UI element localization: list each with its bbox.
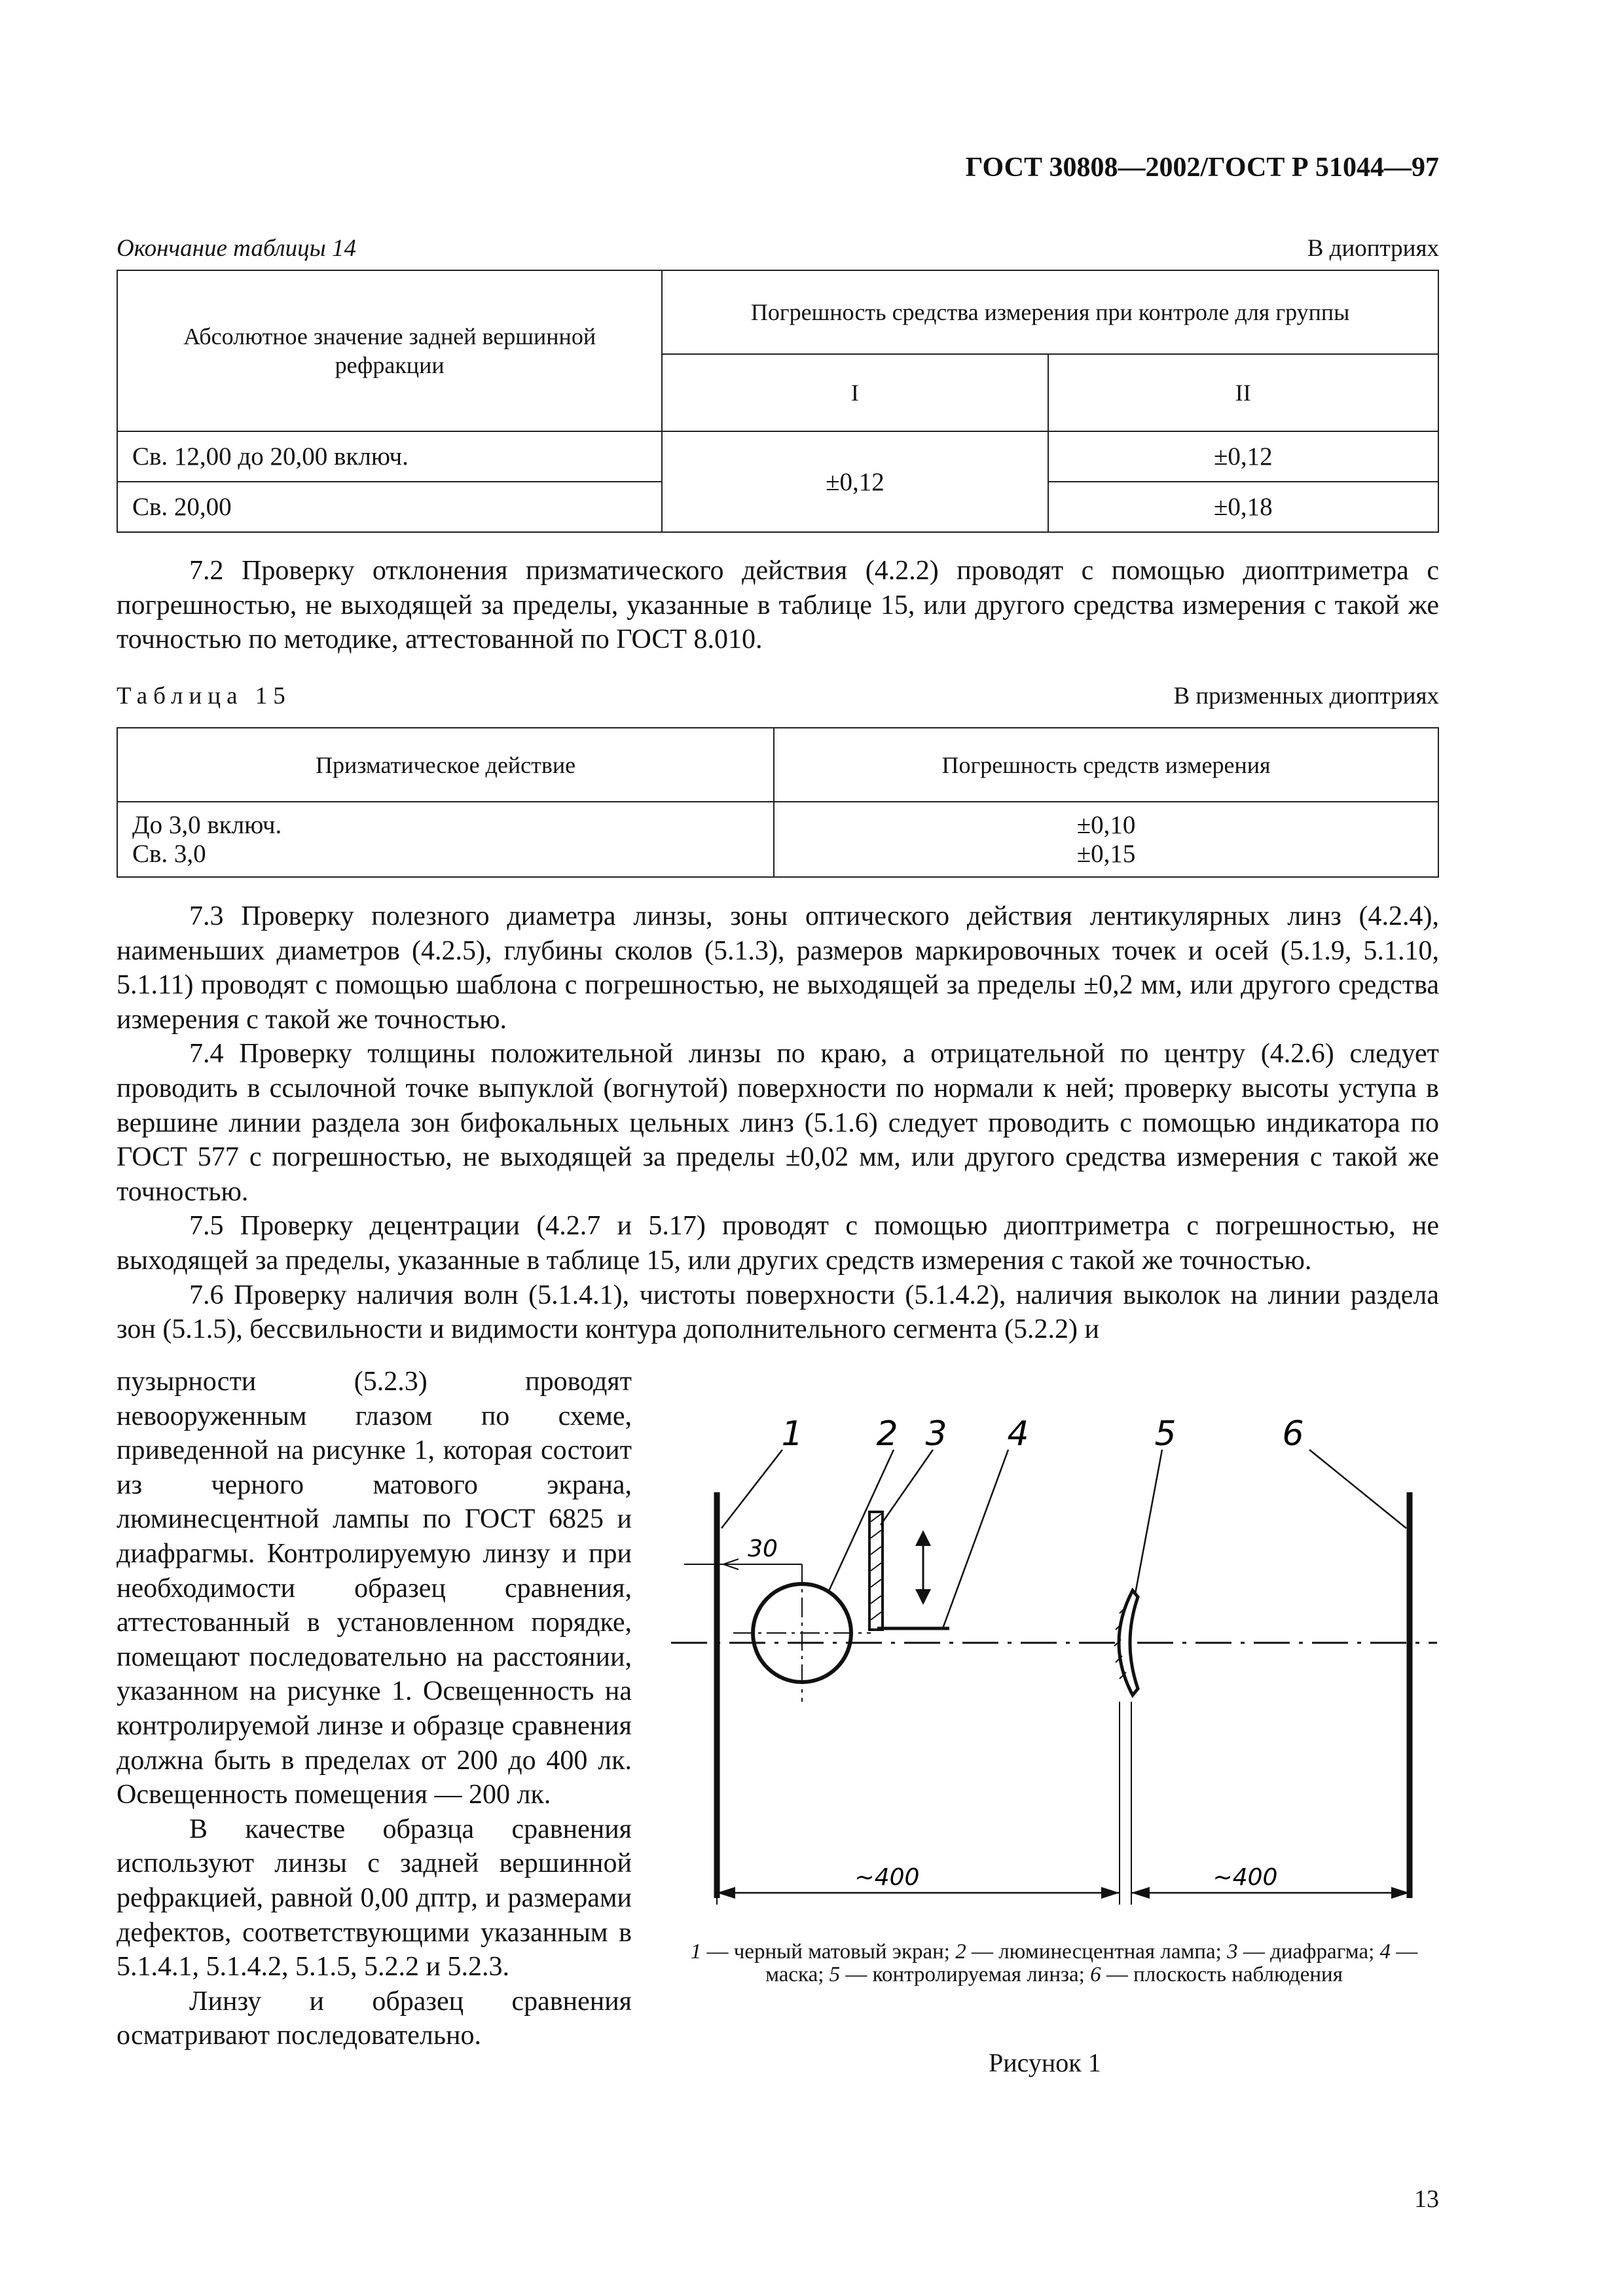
leader-5 xyxy=(1135,1450,1162,1594)
legend-text: — диафрагма; xyxy=(1237,1940,1380,1964)
legend-text: — люминесцентная лампа; xyxy=(966,1940,1228,1964)
side-column-text xyxy=(117,1365,632,2053)
paragraphs-7-3-to-7-6 xyxy=(117,899,1439,1347)
table14-group-2: II xyxy=(1048,354,1438,431)
legend-text: — маска; xyxy=(765,1940,1418,1986)
page-number: 13 xyxy=(1414,2185,1439,2213)
table14-value: ±0,12 xyxy=(1048,431,1438,482)
figure-legend xyxy=(687,1941,1421,1986)
callout-4: 4 xyxy=(1007,1414,1029,1454)
legend-text: — черный матовый экран; xyxy=(701,1940,956,1964)
table15-range: До 3,0 включ. xyxy=(132,810,282,839)
document-header: ГОСТ 30808—2002/ГОСТ Р 51044—97 xyxy=(965,152,1439,183)
paragraph-7-6: 7.6 Проверку наличия волн (5.1.4.1), чистоты поверхности (5.1.4.2), наличия выколок на линии раздела зон (5.1.5), бессвильности и видимости контура дополнительного сегмента (5.2.2) и xyxy=(117,1280,1439,1345)
dim-left-label: ~400 xyxy=(854,1864,920,1891)
table15-range: Св. 3,0 xyxy=(132,839,206,868)
table15-value: ±0,15 xyxy=(1076,839,1136,868)
table14-caption: Окончание таблицы 14 xyxy=(117,235,356,262)
table15-col-error: Погрешность средств измерения xyxy=(774,728,1438,802)
legend-text: — плоскость наблюдения xyxy=(1101,1963,1343,1986)
table15-value: ±0,10 xyxy=(1076,810,1136,839)
dim-right-label: ~400 xyxy=(1213,1864,1278,1891)
legend-num: 4 xyxy=(1379,1940,1391,1964)
table14-col-error: Погрешность средства измерения при контроле для группы xyxy=(662,270,1438,354)
table15-col-prism: Призматическое действие xyxy=(117,728,774,802)
figure-caption: Рисунок 1 xyxy=(989,2048,1101,2077)
table14-units: В диоптриях xyxy=(1307,235,1439,262)
table14-range: Св. 20,00 xyxy=(117,482,662,532)
table-row xyxy=(117,802,1438,877)
paragraph-7-2 xyxy=(117,554,1439,657)
paragraph-sample: В качестве образца сравнения используют линзы с задней вершинной рефракцией, равной 0,00 дптр, и размерами дефектов, соответствующими указанным в 5.1.4.1, 5.1.4.2, 5.1.5, 5.2.2 и 5.2.3. xyxy=(117,1814,632,1982)
figure-1-diagram xyxy=(661,1381,1447,1931)
table14-range: Св. 12,00 до 20,00 включ. xyxy=(117,431,662,482)
table15-caption: Таблица 15 xyxy=(117,683,291,709)
leader-1 xyxy=(721,1450,782,1528)
paragraph-inspect: Линзу и образец сравнения осматривают последовательно. xyxy=(117,1986,632,2051)
legend-num: 5 xyxy=(829,1963,841,1986)
dim-30-label: 30 xyxy=(748,1535,778,1562)
table-row xyxy=(117,431,1438,482)
callout-3: 3 xyxy=(925,1414,947,1454)
legend-num: 6 xyxy=(1090,1963,1101,1986)
paragraph-7-3: 7.3 Проверку полезного диаметра линзы, зоны оптического действия лентикулярных линз (4.2.4), наименьших диаметров (4.2.5), глубины сколов (5.1.3), размеров маркировочных точек и осей (5.1.9, 5.1.10, 5.1.11) проводят с помощью шаблона с погрешностью, не выходящей за пределы ±0,2 мм, или другого средства измерения с такой же точностью. xyxy=(117,901,1439,1035)
table-15 xyxy=(117,727,1439,878)
lens xyxy=(1119,1590,1138,1695)
dim-arrow xyxy=(723,1559,739,1564)
table15-units: В призменных диоптриях xyxy=(1173,683,1439,709)
dim-arrow xyxy=(723,1564,739,1570)
leader-6 xyxy=(1309,1450,1406,1528)
table14-value: ±0,12 xyxy=(662,431,1048,532)
legend-num: 3 xyxy=(1227,1940,1238,1964)
paragraph-7-4: 7.4 Проверку толщины положительной линзы по краю, а отрицательной по центру (4.2.6) следует проводить в ссылочной точке выпуклой (вогнутой) поверхности по нормали к ней; проверку высоты уступа в вершине линии раздела зон бифокальных цельных линз (5.1.6) следует проводить с помощью индикатора по ГОСТ 577 с погрешностью, не выходящей за пределы ±0,02 мм, или другого средства измерения с такой же точностью. xyxy=(117,1039,1439,1207)
legend-text: — контролируемая линза; xyxy=(840,1963,1091,1986)
legend-num: 2 xyxy=(955,1940,966,1964)
legend-num: 1 xyxy=(690,1940,702,1964)
table14-col-param: Абсолютное значение задней вершинной рефракции xyxy=(117,270,662,431)
table-14 xyxy=(117,270,1439,533)
table14-value: ±0,18 xyxy=(1048,482,1438,532)
leader-4 xyxy=(943,1450,1008,1628)
table14-group-1: I xyxy=(662,354,1048,431)
callout-6: 6 xyxy=(1282,1414,1304,1454)
paragraph-7-5: 7.5 Проверку децентрации (4.2.7 и 5.17) проводят с помощью диоптриметра с погрешностью, не выходящей за пределы, указанные в таблице 15, или других средств измерения с такой же точностью. xyxy=(117,1211,1439,1276)
callout-1: 1 xyxy=(781,1414,803,1454)
callout-2: 2 xyxy=(876,1414,898,1454)
callout-5: 5 xyxy=(1154,1414,1176,1454)
paragraph-text: 7.2 Проверку отклонения призматического действия (4.2.2) проводят с помощью диоптриметра с погрешностью, не выходящей за пределы, указанные в таблице 15, или другого средства измерения с такой же точностью по методике, аттестованной по ГОСТ 8.010. xyxy=(117,556,1439,655)
paragraph-7-6-continued: пузырности (5.2.3) проводят невооруженным глазом по схеме, приведенной на рисунке 1, которая состоит из черного матового экрана, люминесцентной лампы по ГОСТ 6825 и диафрагмы. Контролируемую линзу и при необходимости образец сравнения, аттестованный в установленном порядке, помещают последовательно на расстоянии, указанном на рисунке 1. Освещенность на контролируемой линзе и образце сравнения должна быть в пределах от 200 до 400 лк. Освещенность помещения — 200 лк. xyxy=(117,1367,632,1810)
